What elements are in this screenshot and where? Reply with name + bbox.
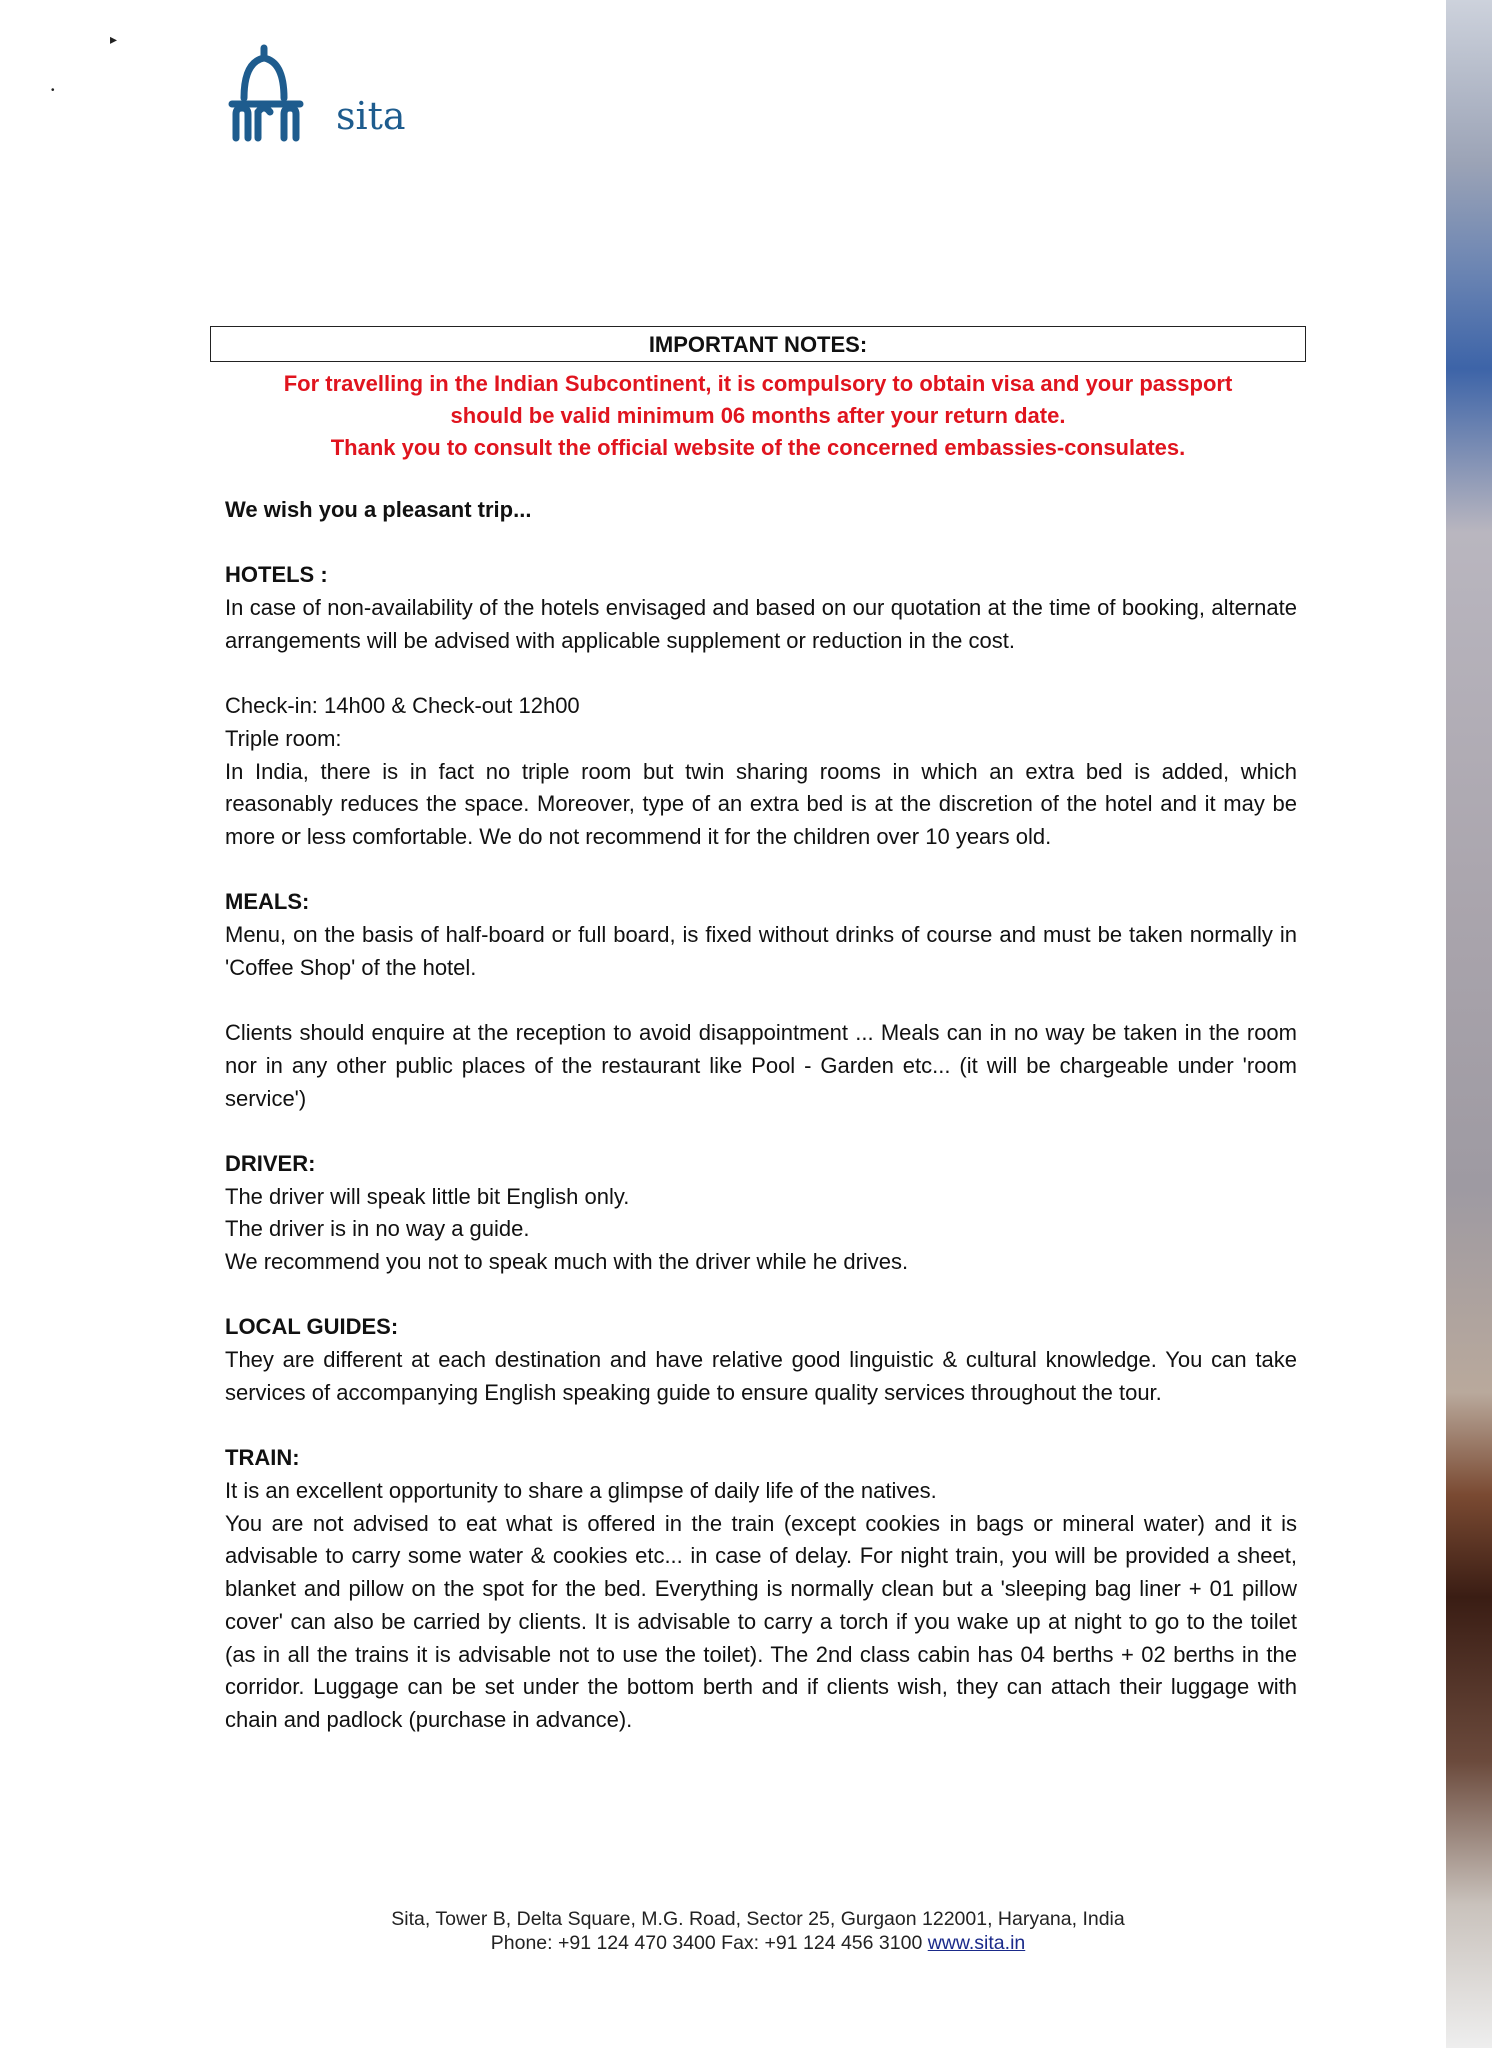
train-intro: It is an excellent opportunity to share a glimpse of daily life of the natives. (225, 1477, 937, 1503)
meals-section (225, 886, 1297, 984)
meals-reception-text: Clients should enquire at the reception to avoid disappointment ... Meals can in no way be taken in the room nor in any other public places of the restaurant like Pool - Garden etc... (it will be chargeable under 'room service') (225, 1020, 1297, 1111)
train-text: You are not advised to eat what is offered in the train (except cookies in bags or mineral water) and it is advisable to carry some water & cookies etc... in case of delay. For night train, you will be provided a sheet, blanket and pillow on the spot for the bed. Everything is normally clean but a 'sleeping bag liner + 01 pillow cover' can also be carried by clients. It is advisable to carry a torch if you wake up at night to go to the toilet (as in all the trains it is advisable not to use the toilet). The 2nd class cabin has 04 berths + 02 berths in the corridor. Luggage can be set under the bottom berth and if clients wish, they can attach their luggage with chain and padlock (purchase in advance). (225, 1510, 1297, 1732)
visa-notice-line: Thank you to consult the official website of the concerned embassies-consulates. (330, 435, 1186, 460)
visa-notice (210, 368, 1306, 464)
logo-wordmark: sita (336, 94, 406, 138)
website-link[interactable]: www.sita.in (927, 1932, 1026, 1954)
greeting: We wish you a pleasant trip... (225, 497, 532, 522)
train-heading: TRAIN: (225, 1445, 300, 1471)
checkin-times: Check-in: 14h00 & Check-out 12h00 (225, 693, 580, 719)
visa-notice-line: For travelling in the Indian Subcontinent, it is compulsory to obtain visa and your passport (283, 371, 1233, 396)
footer-contact (210, 1931, 1306, 1955)
scan-mark: ▸ (110, 31, 118, 47)
footer-address: Sita, Tower B, Delta Square, M.G. Road, Sector 25, Gurgaon 122001, Haryana, India (391, 1908, 1125, 1930)
driver-section (225, 1148, 1297, 1279)
triple-room-label: Triple room: (225, 725, 342, 751)
train-section (225, 1442, 1297, 1736)
local-guides-section (225, 1311, 1297, 1409)
driver-heading: DRIVER: (225, 1150, 316, 1176)
notes-body (225, 494, 1297, 1769)
local-guides-heading: LOCAL GUIDES: (225, 1314, 399, 1340)
important-notes-title: IMPORTANT NOTES: (210, 326, 1306, 362)
rooms-section (225, 690, 1297, 854)
scan-edge (1446, 0, 1492, 2048)
meals-note (225, 1017, 1297, 1115)
triple-room-text: In India, there is in fact no triple room but twin sharing rooms in which an extra bed is added, which reasonably reduces the space. Moreover, type of an extra bed is at the discretion of the hotel and it may be more or less comfortable. We do not recommend it for the children over 10 years old. (225, 758, 1297, 849)
driver-line: We recommend you not to speak much with the driver while he drives. (225, 1249, 909, 1275)
local-guides-text: They are different at each destination and have relative good linguistic & cultural knowledge. You can take services of accompanying English speaking guide to ensure quality services throughout the tour. (225, 1347, 1297, 1405)
visa-notice-line: should be valid minimum 06 months after your return date. (450, 403, 1066, 428)
driver-line: The driver is in no way a guide. (225, 1216, 530, 1242)
footer (210, 1907, 1306, 1955)
hotels-section (225, 559, 1297, 657)
footer-phone: Phone: +91 124 470 3400 Fax: +91 124 456 3100 (490, 1932, 923, 1954)
hotels-text: In case of non-availability of the hotels envisaged and based on our quotation at the time of booking, alternate arrangements will be advised with applicable supplement or reduction in the cost. (225, 595, 1297, 653)
sita-logo (228, 42, 418, 142)
palace-dome-icon (228, 42, 338, 142)
meals-heading: MEALS: (225, 889, 310, 915)
scan-dot: • (51, 85, 55, 96)
hotels-heading: HOTELS : (225, 562, 328, 588)
meals-text: Menu, on the basis of half-board or full board, is fixed without drinks of course and must be taken normally in 'Coffee Shop' of the hotel. (225, 922, 1297, 980)
driver-line: The driver will speak little bit English only. (225, 1183, 630, 1209)
